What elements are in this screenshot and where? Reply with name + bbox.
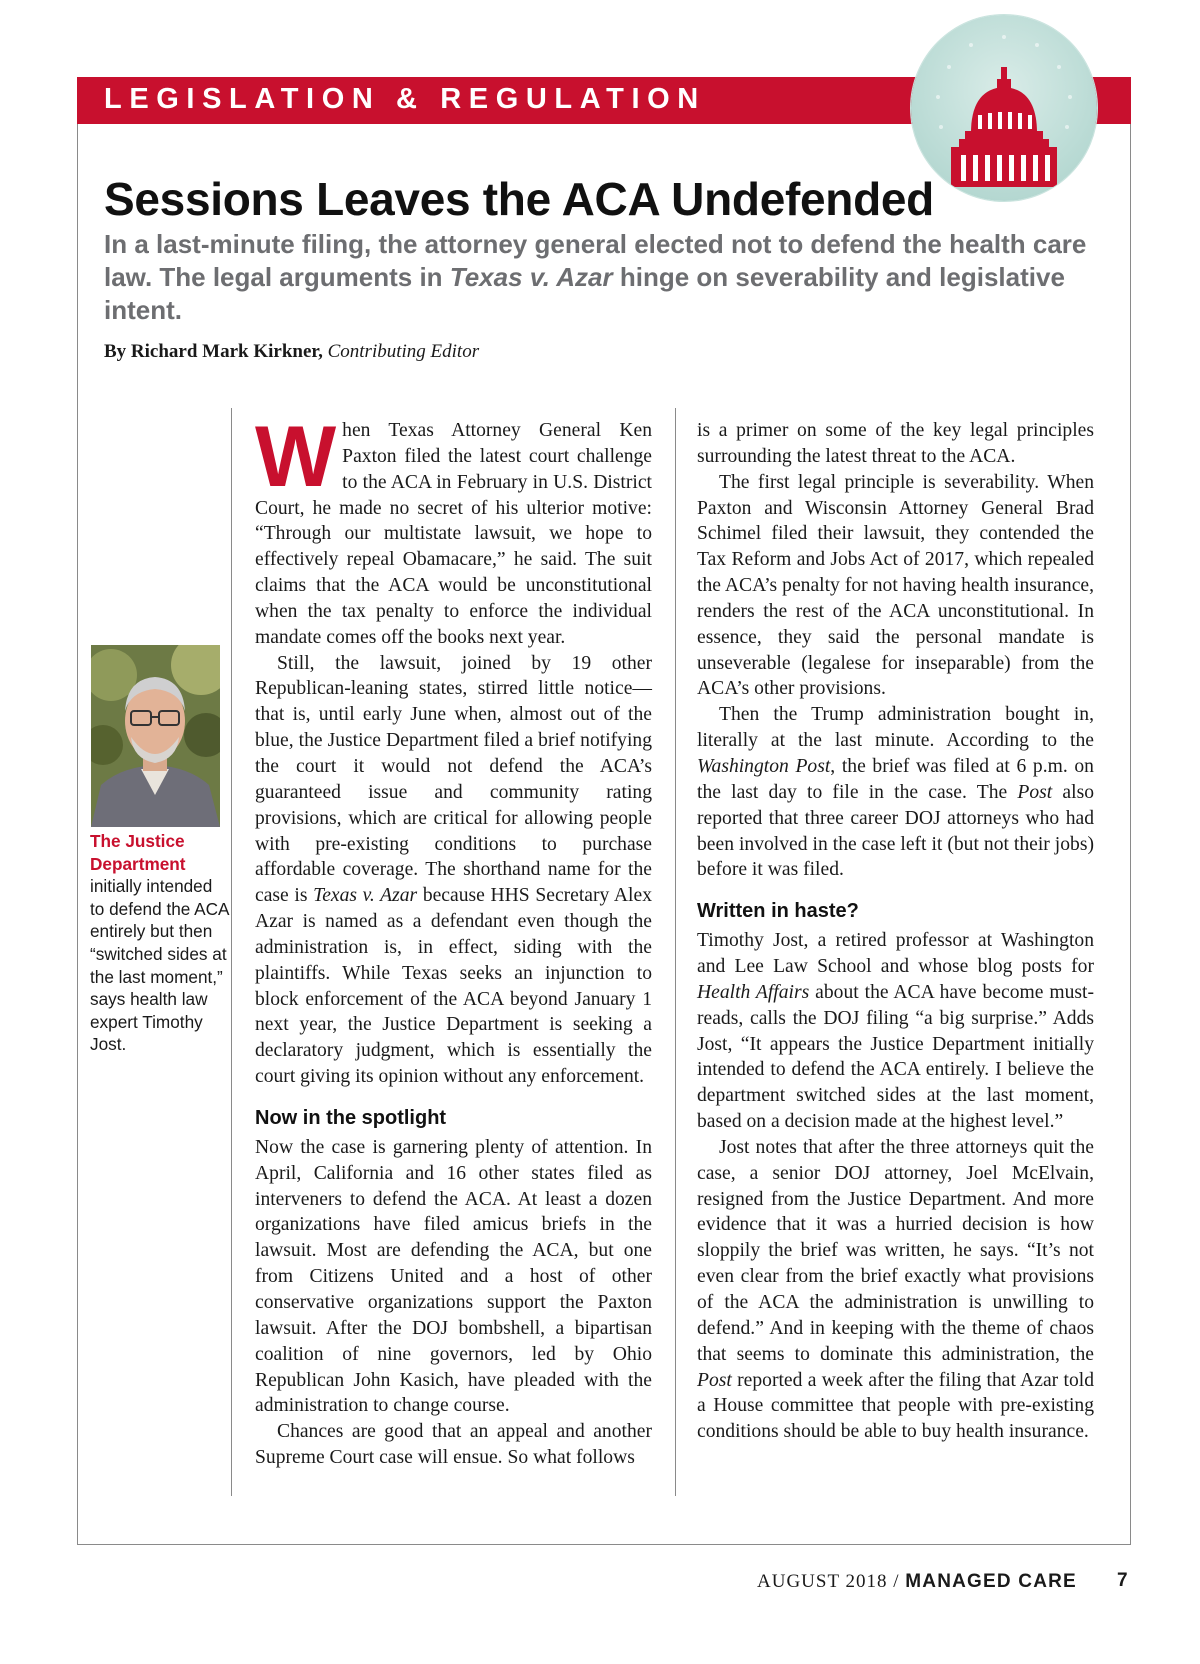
- paragraph-text: also reported that three career DOJ attorneys who had been involved in the case left it (but not their jobs) before it was filed.: [697, 781, 1094, 881]
- section-heading: Written in haste?: [697, 900, 859, 923]
- paragraph-text: Then the Trump administration bought in, literally at the last minute. According to the: [697, 704, 1094, 752]
- subtitle-text: In a last-minute filing, the attorney general elected not to defend the health care law. The legal arguments in: [104, 229, 1087, 292]
- article-subtitle: [104, 228, 1114, 327]
- publication-name: Post: [697, 1369, 732, 1391]
- paragraph-text: because HHS Secretary Alex Azar is named as a defendant even though the administration is, in effect, siding with the plaintiffs. While Texas seeks an injunction to block enforcement of the ACA beyond January 1 next year, the Justice Department is seeking a declaratory judgment, which is essentially the court giving its opinion without any enforcement.: [255, 885, 652, 1088]
- drop-cap: W: [255, 409, 337, 505]
- paragraph: is a primer on some of the key legal principles surrounding the latest threat to the ACA.: [697, 420, 1094, 467]
- paragraph: Chances are good that an appeal and another Supreme Court case will ensue. So what follows: [255, 1421, 652, 1469]
- paragraph: Now the case is garnering plenty of attention. In April, California and 16 other states filed as interveners to defend the ACA. At least a dozen organizations have filed amicus briefs in the lawsuit. Most are defending the ACA, but one from Citizens United and a host of other conservative organizations support the Paxton lawsuit. After the DOJ bombshell, a bipartisan coalition of nine governors, led by Ohio Republican John Kasich, have pleaded with the administration to change course.: [255, 1136, 652, 1417]
- footer-magazine: MANAGED CARE: [905, 1571, 1077, 1592]
- capitol-dome-icon: [911, 15, 1097, 201]
- paragraph: [697, 702, 1094, 883]
- body-column-1: [255, 409, 652, 1471]
- paragraph: [255, 409, 652, 651]
- body-column-2: [697, 418, 1094, 1445]
- paragraph-text: Jost notes that after the three attorneys quit the case, a senior DOJ attorney, Joel McElvain, resigned from the Justice Department. And more evidence that it was a hurried decision is how sloppily the brief was written, he says. “It’s not even clear from the brief exactly what provisions of the ACA the administration is unwilling to defend.” And in keeping with the theme of chaos that seems to dominate this administration, the: [697, 1136, 1094, 1365]
- case-name: Texas v. Azar: [313, 885, 418, 907]
- paragraph-text: Still, the lawsuit, joined by 19 other Republican-leaning states, stirred little notice—that is, until early June when, almost out of the blue, the Justice Department filed a brief notifying the court it would not defend the ACA’s guaranteed issue and community rating provisions, which are critical for allowing people with pre-existing conditions to purchase affordable coverage. The shorthand name for the case is: [255, 652, 652, 907]
- portrait-photo: [91, 645, 220, 827]
- column-rule-left: [231, 408, 232, 1496]
- paragraph: The first legal principle is severability. When Paxton and Wisconsin Attorney General Brad Schimel filed their lawsuit, they contended the Tax Reform and Jobs Act of 2017, which repealed the ACA’s penalty for not having health insurance, renders the rest of the ACA unconstitutional. In essence, they said the personal mandate is unseverable (legalese for inseparable) from the ACA’s other provisions.: [697, 471, 1094, 700]
- section-heading: Now in the spotlight: [255, 1106, 447, 1129]
- paragraph-text: hen Texas Attorney General Ken Paxton filed the latest court challenge to the ACA in February in U.S. District Court, he made no secret of his ulterior motive: “Through our multistate lawsuit, we hope to effectively repeal Obamacare,” he said. The suit claims that the ACA would be unconstitutional when the tax penalty to enforce the individual mandate comes off the books next year.: [255, 420, 652, 648]
- byline-role: Contributing Editor: [327, 341, 480, 362]
- publication-name: Health Affairs: [697, 981, 810, 1003]
- caption-highlight: The Justice Department: [90, 831, 186, 874]
- footer-date: AUGUST 2018 /: [757, 1571, 906, 1592]
- paragraph-text: , the brief was filed at 6 p.m. on the last day to file in the case. The: [697, 755, 1094, 803]
- paragraph: [697, 928, 1094, 1135]
- subtitle-case-name: Texas v. Azar: [449, 262, 613, 292]
- byline-author: By Richard Mark Kirkner,: [104, 341, 323, 362]
- paragraph: [255, 651, 652, 1090]
- article-title: Sessions Leaves the ACA Undefended: [104, 173, 934, 225]
- byline: [104, 341, 479, 363]
- column-rule-right: [675, 408, 676, 1496]
- subtitle-text-end: hinge on severability and legislative intent.: [104, 262, 1065, 325]
- caption-text: initially intended to defend the ACA entirely but then “switched sides at the last moment,” says health law expert Timothy Jost.: [90, 876, 229, 1055]
- footer-issue: [757, 1571, 1077, 1593]
- section-label: LEGISLATION & REGULATION: [104, 83, 706, 115]
- paragraph-text: about the ACA have become must-reads, calls the DOJ filing “a big surprise.” Adds Jost, “It appears the Justice Department initially intended to defend the ACA entirely. I believe the department switched sides at the last moment, based on a decision made at the highest level.”: [697, 981, 1094, 1133]
- paragraph-text: Timothy Jost, a retired professor at Washington and Lee Law School and whose blog posts for: [697, 930, 1094, 978]
- paragraph: [697, 1135, 1094, 1445]
- paragraph-text: reported a week after the filing that Azar told a House committee that people with pre-existing conditions should be able to buy health insurance.: [697, 1369, 1094, 1443]
- publication-name: Washington Post: [697, 755, 831, 777]
- publication-name: Post: [1017, 781, 1053, 803]
- page-number: 7: [1117, 1570, 1128, 1591]
- photo-caption: [90, 830, 230, 1056]
